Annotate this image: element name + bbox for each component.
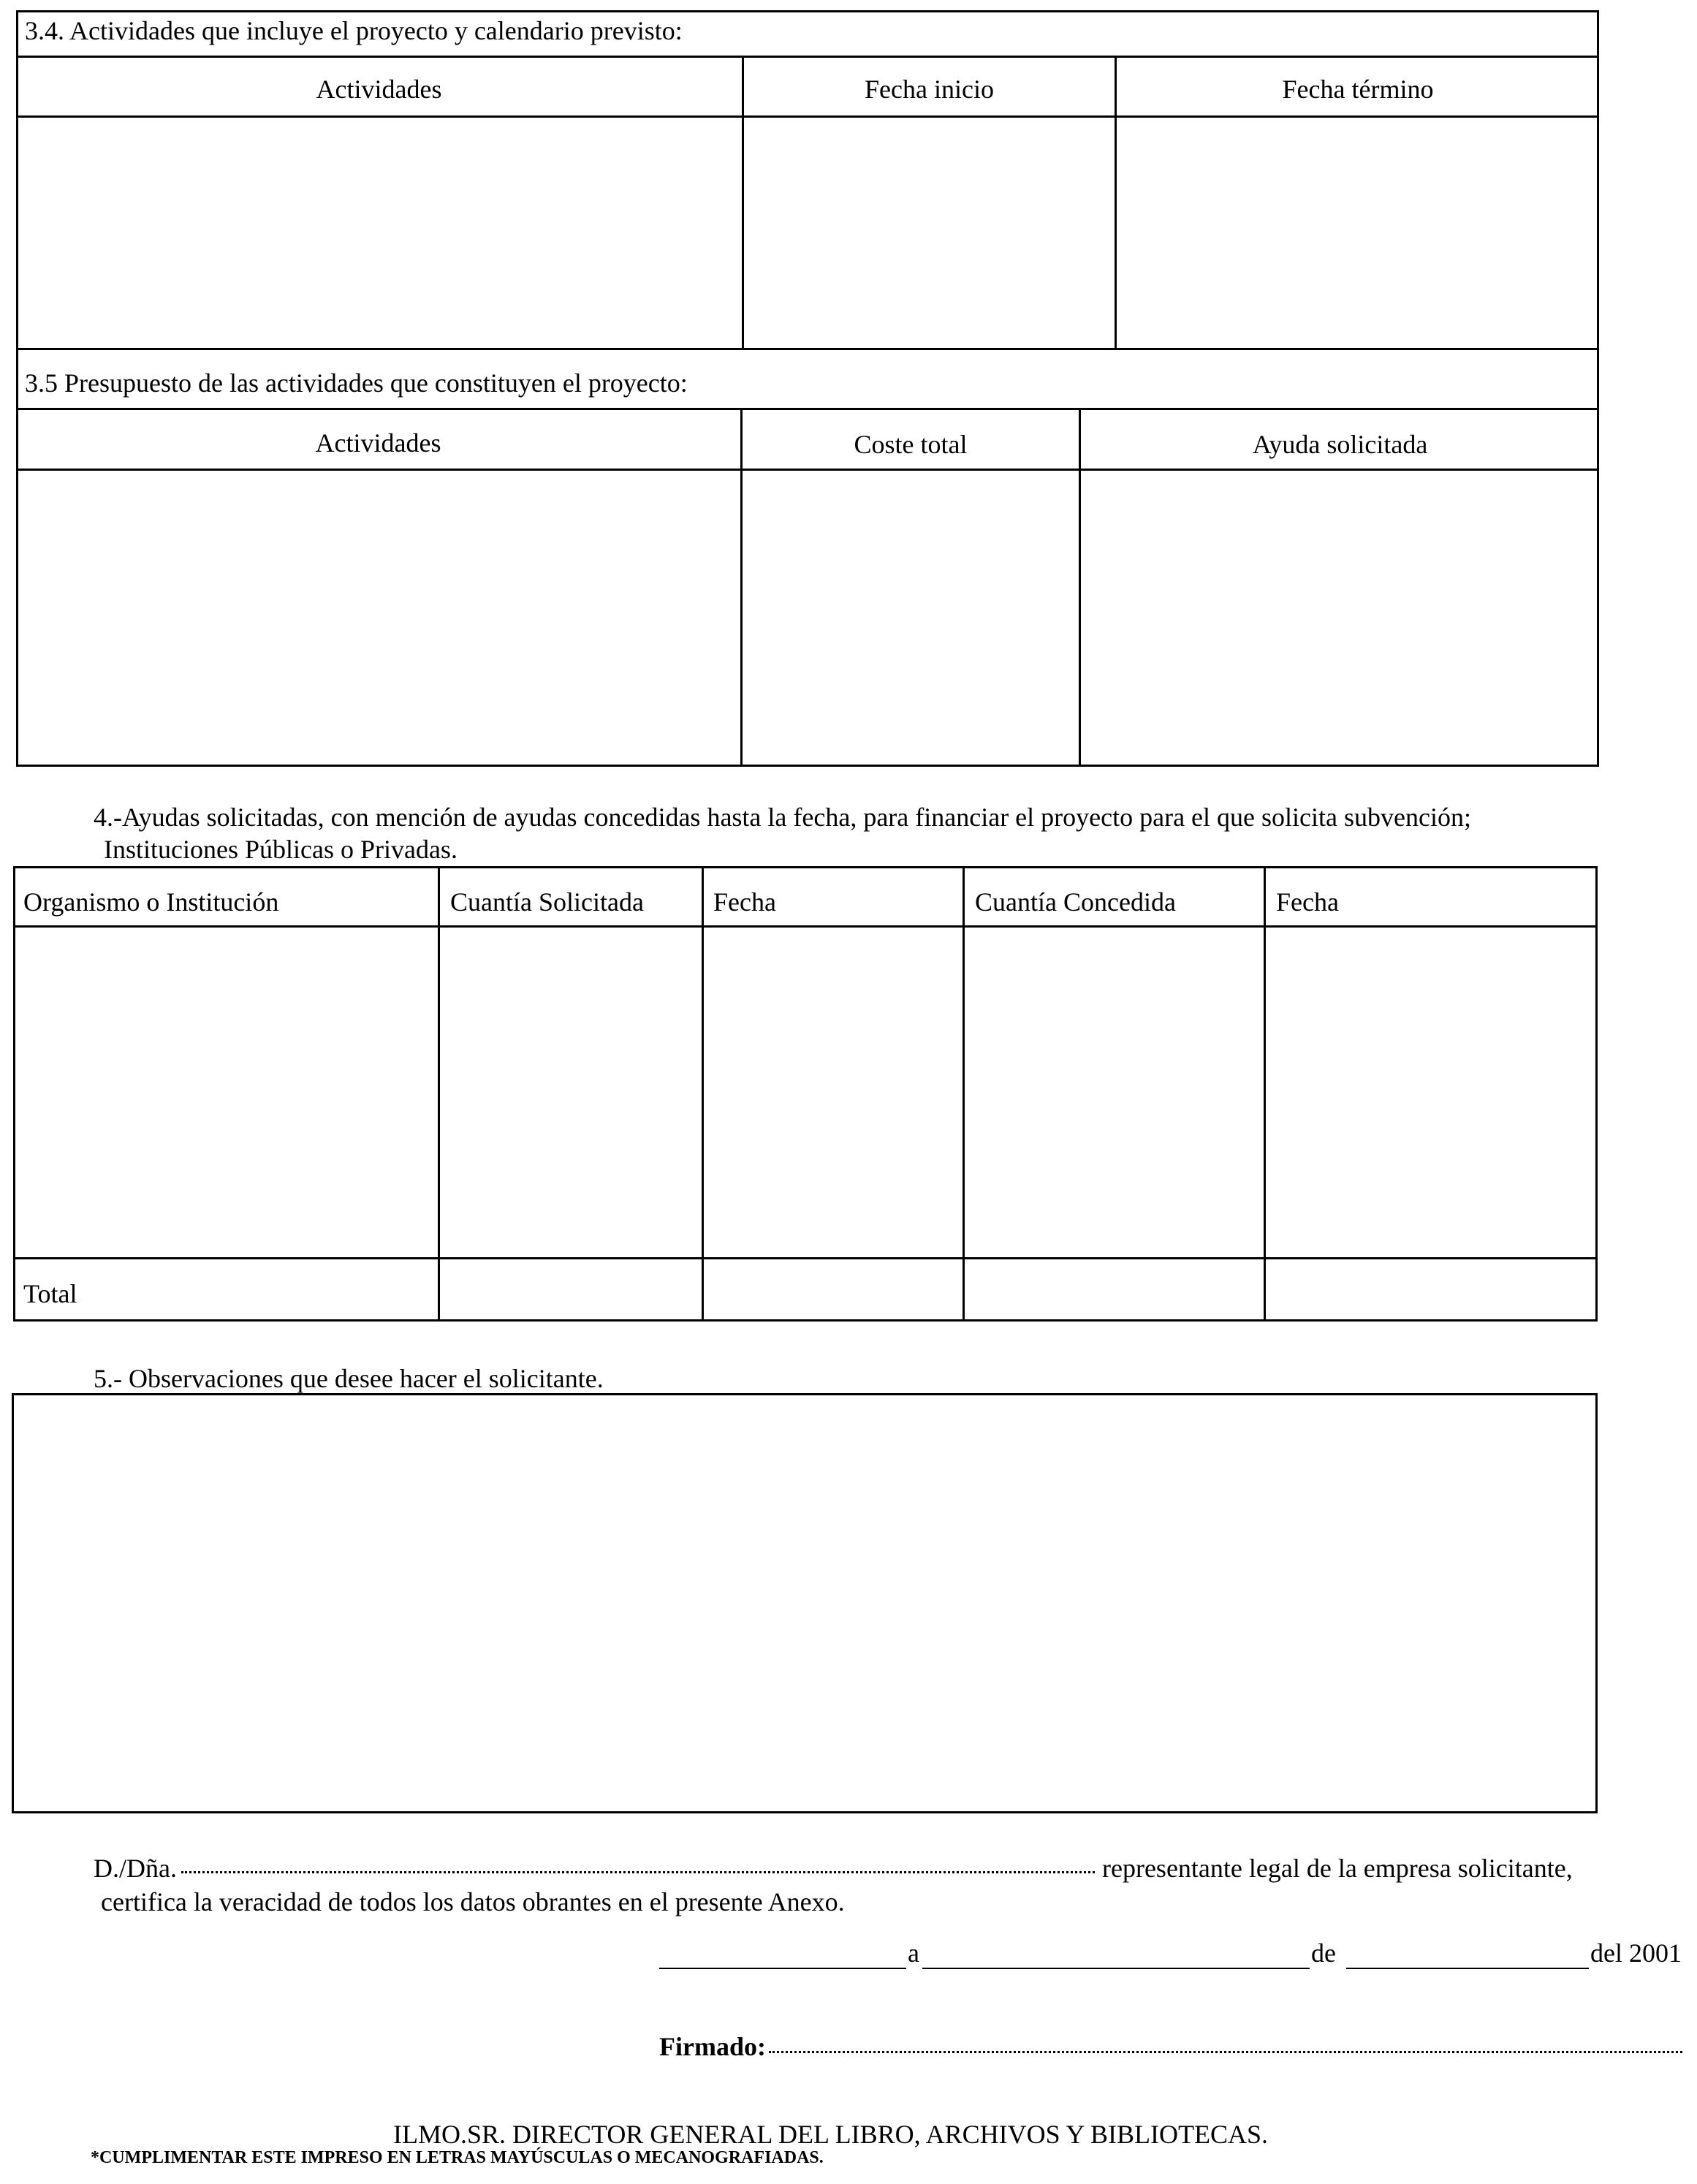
- certification-suffix: representante legal de la empresa solicitante,: [1102, 1854, 1573, 1883]
- total-fecha-solicitud-cell[interactable]: [704, 1259, 963, 1319]
- total-cuantia-solicitada-cell[interactable]: [440, 1259, 702, 1319]
- section-4-intro-continued: Instituciones Públicas o Privadas.: [104, 835, 458, 864]
- fecha-concesion-input-cell[interactable]: [1266, 928, 1595, 1257]
- column-header-cuantia-solicitada: Cuantía Solicitada: [450, 887, 644, 917]
- column-header-organismo: Organismo o Institución: [23, 887, 279, 917]
- place-field[interactable]: [659, 1968, 906, 1969]
- divider: [16, 408, 1599, 410]
- month-field[interactable]: [1346, 1968, 1589, 1969]
- column-header-fecha-termino: Fecha término: [1282, 75, 1434, 104]
- date-year: del 2001: [1590, 1938, 1682, 1968]
- activity-input-cell[interactable]: [18, 118, 742, 348]
- cuantia-solicitada-input-cell[interactable]: [440, 928, 702, 1257]
- start-date-input-cell[interactable]: [744, 118, 1115, 348]
- budget-activity-input-cell[interactable]: [18, 471, 740, 765]
- column-header-ayuda-solicitada: Ayuda solicitada: [1252, 430, 1428, 459]
- total-cuantia-concedida-cell[interactable]: [965, 1259, 1264, 1319]
- column-header-fecha-concesion: Fecha: [1276, 887, 1339, 917]
- fecha-solicitud-input-cell[interactable]: [704, 928, 963, 1257]
- cuantia-concedida-input-cell[interactable]: [965, 928, 1264, 1257]
- observations-box[interactable]: [12, 1393, 1598, 1813]
- total-cost-input-cell[interactable]: [743, 471, 1079, 765]
- divider: [16, 56, 1599, 58]
- column-header-cuantia-concedida: Cuantía Concedida: [975, 887, 1176, 917]
- signature-label: Firmado:: [659, 2032, 766, 2061]
- addressee-line: ILMO.SR. DIRECTOR GENERAL DEL LIBRO, ARCHIVOS Y BIBLIOTECAS.: [393, 2120, 1269, 2149]
- section-5-title: 5.- Observaciones que desee hacer el solicitante.: [94, 1364, 604, 1393]
- column-header-actividades: Actividades: [316, 75, 442, 104]
- column-header-fecha-inicio: Fecha inicio: [865, 75, 994, 104]
- total-fecha-concesion-cell[interactable]: [1266, 1259, 1595, 1319]
- signature-field[interactable]: [769, 2051, 1682, 2053]
- end-date-input-cell[interactable]: [1117, 118, 1597, 348]
- total-row-label: Total: [23, 1279, 77, 1308]
- completion-instructions: *CUMPLIMENTAR ESTE IMPRESO EN LETRAS MAYÚSCULAS O MECANOGRAFIADAS.: [91, 2148, 824, 2167]
- date-connector-a: a: [908, 1938, 919, 1968]
- column-header-actividades: Actividades: [315, 428, 441, 458]
- representative-name-field[interactable]: [181, 1871, 1095, 1873]
- organismo-input-cell[interactable]: [15, 928, 438, 1257]
- column-header-coste-total: Coste total: [854, 430, 968, 459]
- certification-statement: certifica la veracidad de todos los datos obrantes en el presente Anexo.: [101, 1887, 845, 1916]
- certification-prefix: D./Dña.: [94, 1854, 177, 1883]
- requested-aid-input-cell[interactable]: [1081, 471, 1597, 765]
- date-connector-de: de: [1311, 1938, 1336, 1968]
- column-header-fecha-solicitud: Fecha: [713, 887, 776, 917]
- section-4-intro: 4.-Ayudas solicitadas, con mención de ayudas concedidas hasta la fecha, para financiar el proyecto para el que solicita subvención;: [94, 803, 1471, 832]
- day-field[interactable]: [922, 1968, 1310, 1969]
- section-3-5-title: 3.5 Presupuesto de las actividades que constituyen el proyecto:: [25, 368, 688, 398]
- section-3-4-title: 3.4. Actividades que incluye el proyecto y calendario previsto:: [25, 16, 683, 45]
